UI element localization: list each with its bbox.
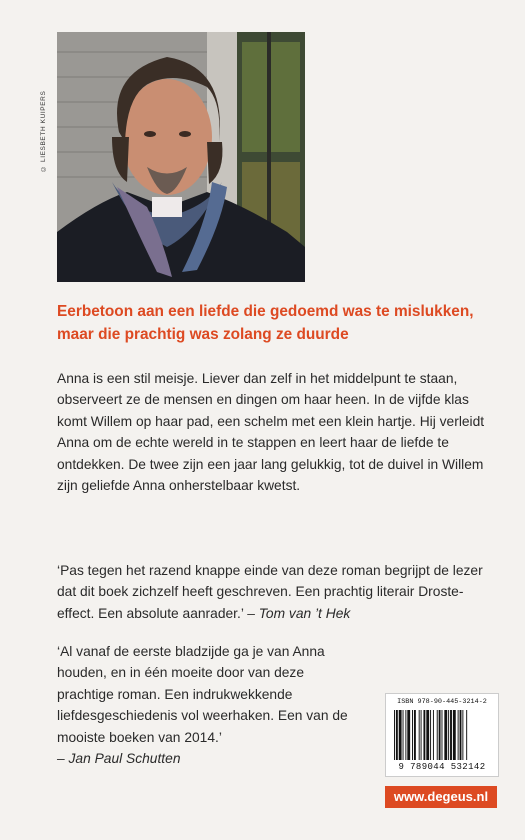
barcode-bar	[412, 710, 413, 760]
barcode-bar	[460, 710, 462, 760]
review-quote-2-author: – Jan Paul Schutten	[57, 751, 181, 767]
barcode-bar	[423, 710, 425, 760]
review-quote-1-author: – Tom van ’t Hek	[247, 605, 351, 621]
barcode-bar	[458, 710, 459, 760]
barcode-bar	[448, 710, 449, 760]
barcode-bar	[399, 710, 402, 760]
barcode-bar	[421, 710, 422, 760]
review-quote-1-text: ‘Pas tegen het razend knappe einde van deze roman begrijpt de lezer dat dit boek zichzelf heeft geschreven. Een prachtig literair Droste-effect. Een absolute aanrader.’	[57, 563, 483, 621]
barcode-bar	[433, 710, 434, 760]
isbn-label: ISBN 978-90-445-3214-2	[397, 698, 487, 706]
publisher-website[interactable]: www.degeus.nl	[385, 786, 497, 808]
review-quote-2-text: ‘Al vanaf de eerste bladzijde ga je van Anna houden, en in één moeite door van deze prachtige roman. Een indrukwekkende liefdesgeschiedenis vol weerhaken. Een van de mooiste boeken van 2014.’	[57, 644, 348, 745]
barcode-bar	[450, 710, 452, 760]
barcode-bar	[426, 710, 429, 760]
review-quote-1	[57, 560, 497, 624]
barcode-bar	[430, 710, 431, 760]
photo-credit: © LIESBETH KUIPERS	[40, 90, 47, 172]
barcode-bar	[403, 710, 404, 760]
barcode-bar	[419, 710, 420, 760]
tagline-headline: Eerbetoon aan een liefde die gedoemd was te mislukken, maar die prachtig was zolang ze duurde	[57, 303, 474, 343]
isbn-barcode	[385, 693, 499, 777]
barcode-bar	[405, 710, 406, 760]
barcode-bar	[414, 710, 416, 760]
review-quote-2	[57, 641, 362, 769]
barcode-bar	[437, 710, 438, 760]
barcode-bar	[439, 710, 441, 760]
barcode-bar	[462, 710, 463, 760]
barcode-bar	[442, 710, 443, 760]
barcode-bar	[394, 710, 395, 760]
book-description: Anna is een stil meisje. Liever dan zelf in het middelpunt te staan, observeert ze de mensen en dingen om haar heen. In de vijfde klas komt Willem op haar pad, een schelm met een klein hartje. Hij verleidt Anna om de echte wereld in te stappen en leert haar de liefde te ontdekken. De twee zijn een jaar lang gelukkig, tot de duivel in Willem zijn geliefde Anna onherstelbaar kwetst.	[57, 371, 485, 494]
barcode-digits: 9 789044 532142	[398, 762, 486, 772]
author-photo	[57, 32, 305, 282]
barcode-bar	[444, 710, 447, 760]
barcode-bar	[407, 710, 410, 760]
barcode-bar	[453, 710, 456, 760]
barcode-bar	[466, 710, 467, 760]
barcode-bar	[396, 710, 398, 760]
author-portrait-image	[57, 32, 305, 282]
